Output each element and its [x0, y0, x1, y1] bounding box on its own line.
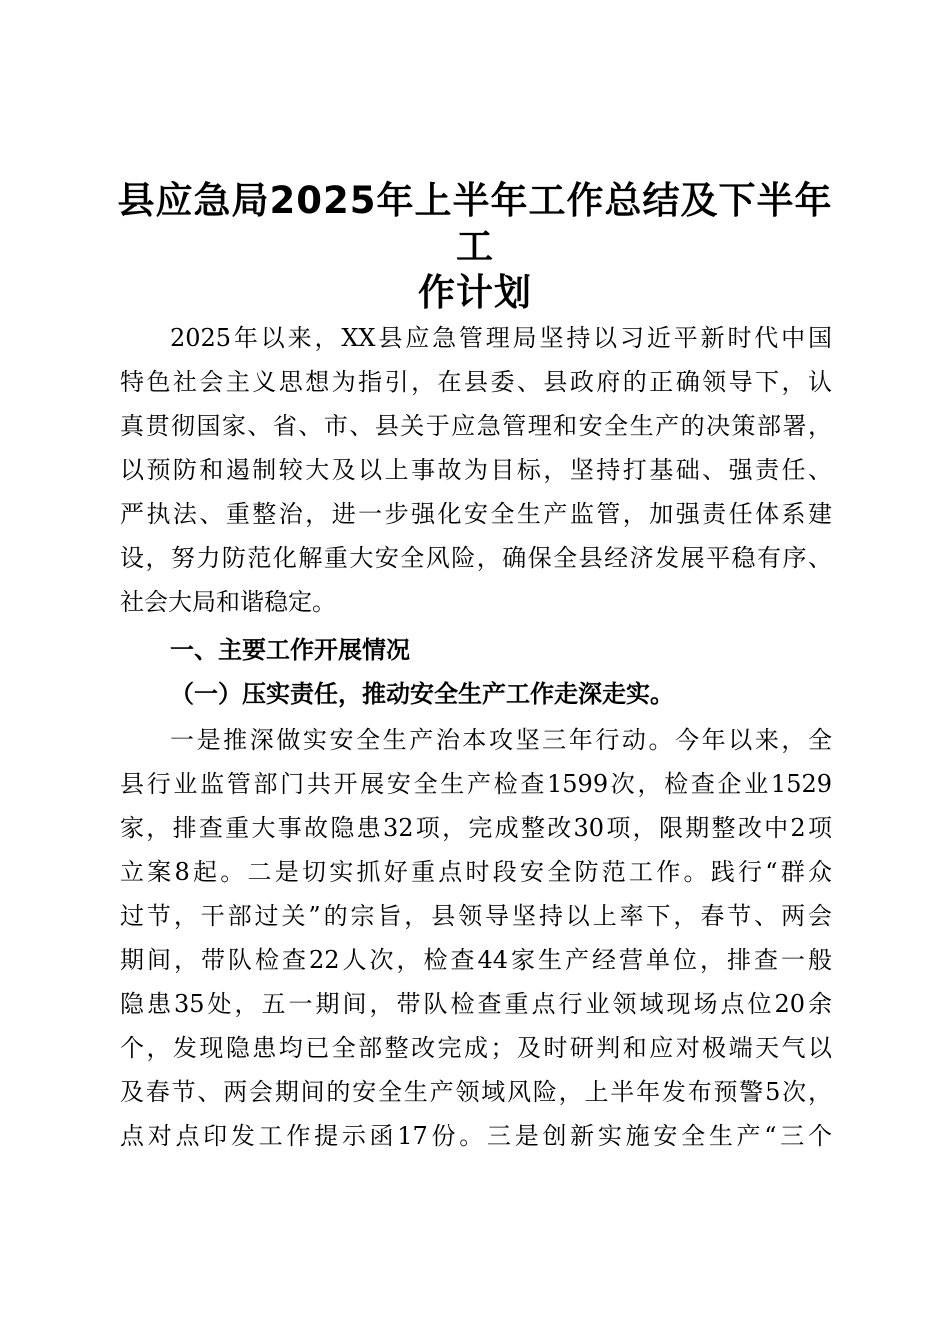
- title-line-1: 县应急局2025年上半年工作总结及下半年工: [117, 179, 833, 268]
- document-title: [110, 178, 840, 316]
- body-line: 及春节、两会期间的安全生产领域风险，上半年发布预警5次，: [120, 1078, 832, 1106]
- intro-line: 真贯彻国家、省、市、县关于应急管理和安全生产的决策部署，: [120, 412, 832, 440]
- intro-line: 特色社会主义思想为指引，在县委、县政府的正确领导下，认: [120, 368, 832, 396]
- intro-line: 以预防和遏制较大及以上事故为目标，坚持打基础、强责任、: [120, 456, 832, 484]
- body-line: 家，排查重大事故隐患32项，完成整改30项，限期整改中2项: [120, 814, 832, 842]
- section-heading: 一、主要工作开展情况: [170, 636, 410, 664]
- body-line: 立案8起。二是切实抓好重点时段安全防范工作。践行“群众: [120, 858, 832, 886]
- body-line: 过节，干部过关”的宗旨，县领导坚持以上率下，春节、两会: [120, 902, 832, 930]
- intro-line: 严执法、重整治，进一步强化安全生产监管，加强责任体系建: [120, 500, 832, 528]
- title-line-2: 作计划: [418, 271, 532, 314]
- intro-line: 设，努力防范化解重大安全风险，确保全县经济发展平稳有序、: [120, 544, 832, 572]
- body-line: 点对点印发工作提示函17份。三是创新实施安全生产“三个: [120, 1122, 832, 1150]
- intro-line: 社会大局和谐稳定。: [120, 588, 336, 616]
- body-line: 县行业监管部门共开展安全生产检查1599次，检查企业1529: [120, 770, 832, 798]
- intro-line: 2025年以来，XX县应急管理局坚持以习近平新时代中国: [170, 324, 832, 352]
- body-line: 个，发现隐患均已全部整改完成；及时研判和应对极端天气以: [120, 1034, 832, 1062]
- subsection-heading: （一）压实责任，推动安全生产工作走深走实。: [170, 679, 674, 708]
- body-line: 隐患35处，五一期间，带队检查重点行业领域现场点位20余: [120, 990, 832, 1018]
- body-line: 一是推深做实安全生产治本攻坚三年行动。今年以来，全: [170, 726, 832, 754]
- body-line: 期间，带队检查22人次，检查44家生产经营单位，排查一般: [120, 946, 832, 974]
